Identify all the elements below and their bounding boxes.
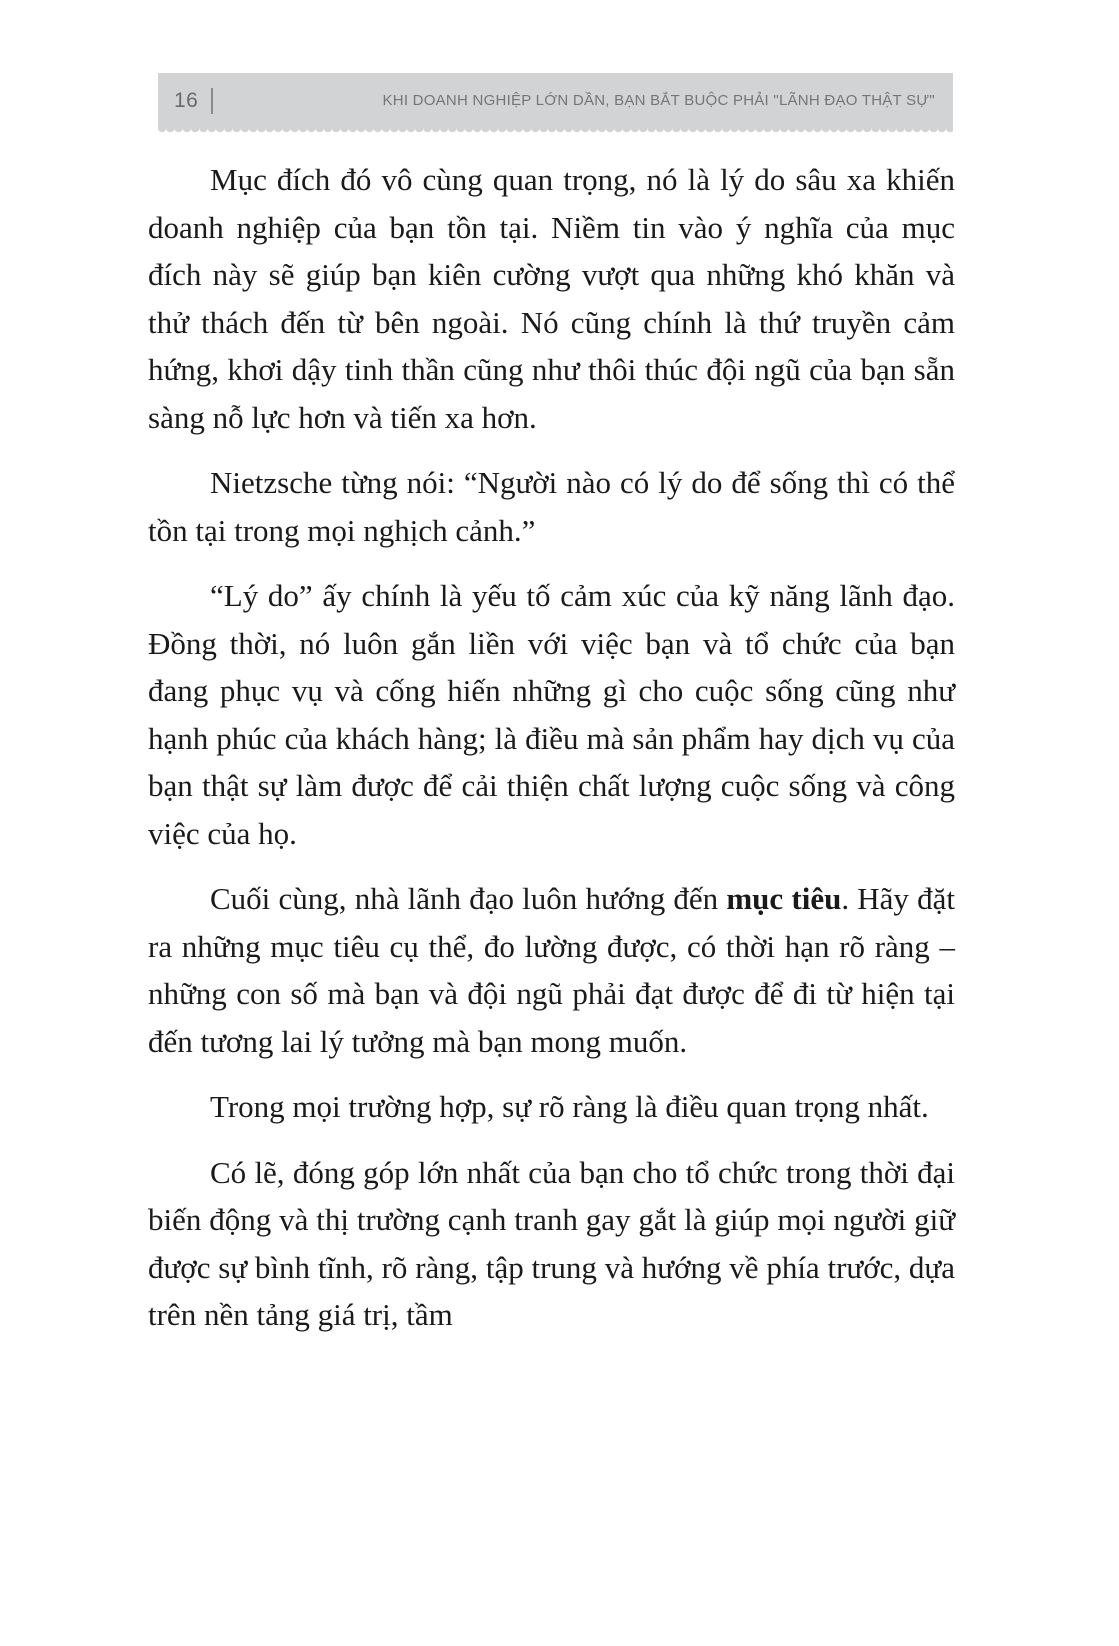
paragraph <box>148 1149 955 1339</box>
text-run: . Hãy đặt ra những mục tiêu cụ thể, đo lường được, có thời hạn rõ ràng – những con số mà bạn và đội ngũ phải đạt được để đi từ hiện tại đến tương lai lý tưởng mà bạn mong muốn. <box>148 881 955 1059</box>
paragraph <box>148 156 955 441</box>
bold-text-run: mục tiêu <box>726 881 842 916</box>
paragraph <box>148 875 955 1065</box>
running-head-title: KHI DOANH NGHIỆP LỚN DẦN, BẠN BẮT BUỘC PHẢI "LÃNH ĐẠO THẬT SỰ" <box>382 92 935 109</box>
text-run: Mục đích đó vô cùng quan trọng, nó là lý do sâu xa khiến doanh nghiệp của bạn tồn tại. Niềm tin vào ý nghĩa của mục đích này sẽ giúp bạn kiên cường vượt qua những khó khăn và thử thách đến từ bên ngoài. Nó cũng chính là thứ truyền cảm hứng, khơi dậy tinh thần cũng như thôi thúc đội ngũ của bạn sẵn sàng nỗ lực hơn và tiến xa hơn. <box>148 162 955 435</box>
text-run: Có lẽ, đóng góp lớn nhất của bạn cho tổ chức trong thời đại biến động và thị trường cạnh tranh gay gắt là giúp mọi người giữ được sự bình tĩnh, rõ ràng, tập trung và hướng về phía trước, dựa trên nền tảng giá trị, tầm <box>148 1154 955 1332</box>
text-run: Trong mọi trường hợp, sự rõ ràng là điều quan trọng nhất. <box>210 1089 929 1124</box>
paragraph <box>148 572 955 857</box>
page-number: 16 <box>174 88 199 112</box>
paragraph <box>148 1083 955 1131</box>
text-run: Nietzsche từng nói: “Người nào có lý do để sống thì có thể tồn tại trong mọi nghịch cảnh.” <box>148 465 955 548</box>
paragraph <box>148 459 955 554</box>
header-divider <box>211 88 213 114</box>
text-run: Cuối cùng, nhà lãnh đạo luôn hướng đến <box>210 881 727 916</box>
page-header <box>158 73 953 128</box>
page-body <box>148 156 955 1357</box>
text-run: “Lý do” ấy chính là yếu tố cảm xúc của kỹ năng lãnh đạo. Đồng thời, nó luôn gắn liền với việc bạn và tổ chức của bạn đang phục vụ và cống hiến những gì cho cuộc sống cũng như hạnh phúc của khách hàng; là điều mà sản phẩm hay dịch vụ của bạn thật sự làm được để cải thiện chất lượng cuộc sống và công việc của họ. <box>148 578 955 851</box>
